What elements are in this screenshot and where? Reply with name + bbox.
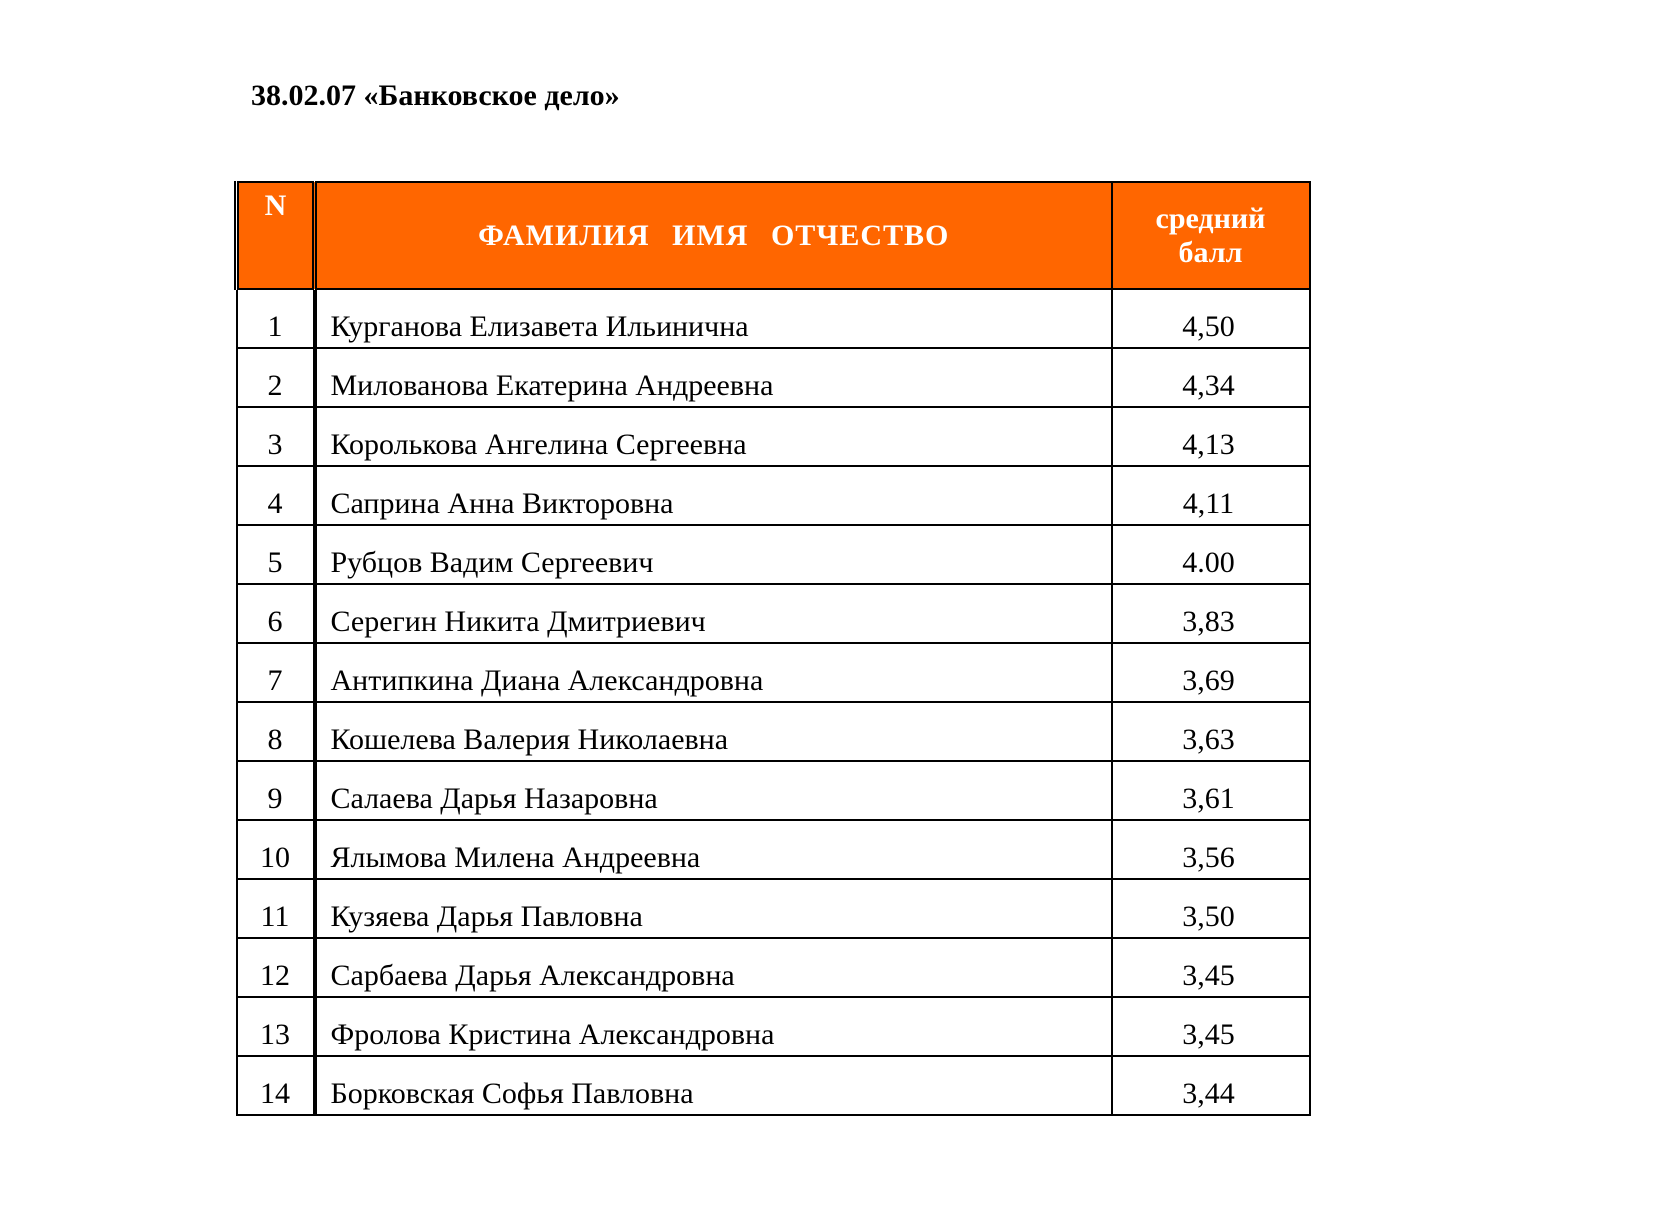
table-row (237, 525, 1310, 584)
student-name: Салаева Дарья Назаровна (315, 761, 1112, 820)
average-score: 4.00 (1112, 525, 1310, 584)
average-score: 4,11 (1112, 466, 1310, 525)
row-number: 3 (237, 407, 315, 466)
row-number: 12 (237, 938, 315, 997)
document-title: 38.02.07 «Банковское дело» (251, 79, 620, 112)
average-score: 3,44 (1112, 1056, 1310, 1115)
table-row (237, 879, 1310, 938)
student-name: Рубцов Вадим Сергеевич (315, 525, 1112, 584)
table-row (237, 938, 1310, 997)
student-name: Сарбаева Дарья Александровна (315, 938, 1112, 997)
student-name: Саприна Анна Викторовна (315, 466, 1112, 525)
table-row (237, 997, 1310, 1056)
student-name: Кузяева Дарья Павловна (315, 879, 1112, 938)
student-name: Фролова Кристина Александровна (315, 997, 1112, 1056)
row-number: 11 (237, 879, 315, 938)
average-score: 3,61 (1112, 761, 1310, 820)
row-number: 4 (237, 466, 315, 525)
student-name: Антипкина Диана Александровна (315, 643, 1112, 702)
student-name: Борковская Софья Павловна (315, 1056, 1112, 1115)
student-name: Ялымова Милена Андреевна (315, 820, 1112, 879)
average-score: 4,34 (1112, 348, 1310, 407)
average-score: 4,13 (1112, 407, 1310, 466)
student-name: Кошелева Валерия Николаевна (315, 702, 1112, 761)
average-score: 3,63 (1112, 702, 1310, 761)
table-row (237, 643, 1310, 702)
average-score: 3,45 (1112, 938, 1310, 997)
average-score: 3,83 (1112, 584, 1310, 643)
header-average-score (1112, 182, 1310, 289)
table-row (237, 820, 1310, 879)
row-number: 14 (237, 1056, 315, 1115)
student-name: Королькова Ангелина Сергеевна (315, 407, 1112, 466)
row-number: 8 (237, 702, 315, 761)
table-row (237, 761, 1310, 820)
row-number: 5 (237, 525, 315, 584)
table-row (237, 1056, 1310, 1115)
row-number: 13 (237, 997, 315, 1056)
table-row (237, 348, 1310, 407)
row-number: 2 (237, 348, 315, 407)
row-number: 1 (237, 289, 315, 348)
table-row (237, 466, 1310, 525)
table-row (237, 702, 1310, 761)
student-name: Милованова Екатерина Андреевна (315, 348, 1112, 407)
student-name: Серегин Никита Дмитриевич (315, 584, 1112, 643)
row-number: 6 (237, 584, 315, 643)
table-row (237, 584, 1310, 643)
average-score: 3,56 (1112, 820, 1310, 879)
row-number: 9 (237, 761, 315, 820)
row-number: 7 (237, 643, 315, 702)
header-full-name: ФАМИЛИЯ ИМЯ ОТЧЕСТВО (315, 182, 1112, 289)
average-score: 3,69 (1112, 643, 1310, 702)
header-average-score-line2: балл (1178, 235, 1243, 269)
header-number: N (237, 182, 315, 289)
average-score: 3,50 (1112, 879, 1310, 938)
row-number: 10 (237, 820, 315, 879)
table-row (237, 289, 1310, 348)
average-score: 4,50 (1112, 289, 1310, 348)
table-header-row (237, 182, 1310, 289)
table-row (237, 407, 1310, 466)
ranking-table (234, 181, 1311, 1116)
average-score: 3,45 (1112, 997, 1310, 1056)
student-name: Курганова Елизавета Ильинична (315, 289, 1112, 348)
header-average-score-line1: средний (1155, 201, 1266, 235)
